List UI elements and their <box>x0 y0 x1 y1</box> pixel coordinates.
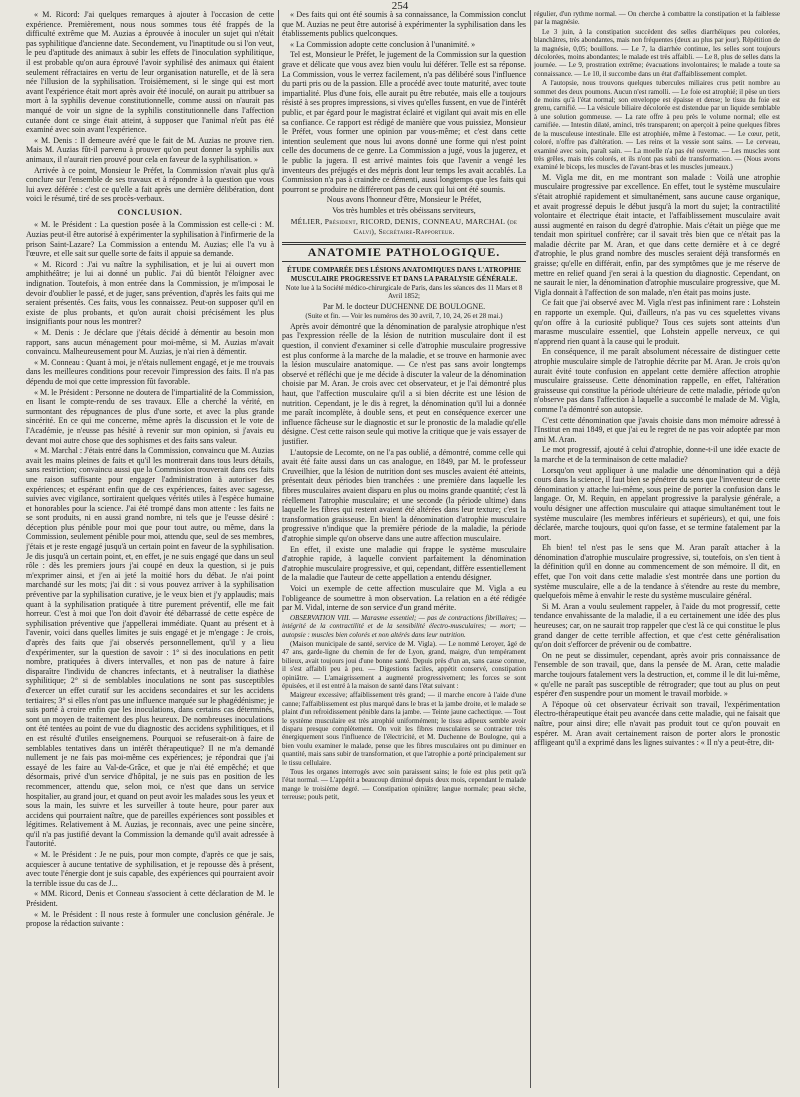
paragraph: « M. Conneau : Quant à moi, je n'étais nullement engagé, et je me trouvais dans les meilleures conditions pour recevoir l'impression des faits. Il n'a pas dépendu de moi que cette impression fût favorable. <box>26 357 274 386</box>
paragraph: régulier, d'un rythme normal. — On cherche à combattre la constipation et la faiblesse par la magnésie. <box>534 10 780 27</box>
paragraph: Tous les organes interrogés avec soin paraissent sains; le foie est plus petit qu'à l'état normal. — L'appétit a beaucoup diminué depuis deux mois, cependant le malade mange le troisième degré. — Constipation opiniâtre; langue normale; peau sèche, terreuse; pouls petit, <box>282 768 526 802</box>
paragraph: M. Vigla me dit, en me montrant son malade : Voilà une atrophie musculaire progressive par excellence. En effet, tout le système musculaire s'était atrophié rapidement et simultanément, sans aucune cause organique, et avait progressé depuis le début jusqu'à la mort du sujet; la contractilité volontaire et électrique était intacte, et l'affaiblissement musculaire avait aussi augmenté en raison du degré d'atrophie. Mais c'était un piège que me tendait mon spirituel confrère; car il savait très bien que ce n'était pas la maladie décrite par M. Aran, et que dans cette dernière et à ce degré d'atrophie, le plus grand nombre des muscles seraient déjà transformés en graisse; qu'elle en différait, enfin, par des symptômes que je me réserve de mettre en relief quand j'en serai à la question du diagnostic. Cependant, on ne saurait le nier, la dénomination d'atrophie musculaire progressive, que M. Vigla donnait à l'affection de son malade, n'en était pas moins juste. <box>534 172 780 297</box>
paragraph: C'est cette dénomination que j'avais choisie dans mon mémoire adressé à l'Institut en mai 1849, et que j'ai eu le regret de ne pas voir adoptée par mon ami M. Aran. <box>534 415 780 444</box>
paragraph: Lorsqu'on veut appliquer à une maladie une dénomination qui a déjà cours dans la science, il faut bien se pénétrer du sens que l'inventeur de cette dénomination y attache lui-même, sous peine de porter la confusion dans le langage. Or, M. Requin, en appelant progressive la paralysie générale, a voulu désigner une affection musculaire qui attaque simultanément tout le système musculaire (les membres inférieurs et supérieurs), et qui, une fois déclarée, marche toujours, quoi qu'on fasse, et se termine fatalement par la mort. <box>534 465 780 542</box>
paragraph: A l'époque où cet observateur écrivait son travail, l'expérimentation électro-thérapeutique était peu avancée dans cette maladie, qui ne faisait que naître, pour ainsi dire; elle n'avait pas produit tout ce qu'on pouvait en espérer. M. Aran avait certainement raison de porter alors le pronostic affligeant qu'il a exprimé dans les lignes suivantes : « Il n'y a peut-être, dit- <box>534 699 780 748</box>
article-title: ÉTUDE COMPARÉE DES LÉSIONS ANATOMIQUES DANS L'ATROPHIE MUSCULAIRE PROGRESSIVE ET DANS LA PARALYSIE GÉNÉRALE. <box>286 266 522 283</box>
column-rule <box>278 10 279 1088</box>
paragraph: « Des faits qui ont été soumis à sa connaissance, la Commission conclut que M. Auzias ne peut être autorisé à expérimenter la syphilisation dans les établissements publics quelconques. <box>282 10 526 39</box>
paragraph: Après avoir démontré que la dénomination de paralysie atrophique n'est pas l'expression réelle de la lésion de nutrition musculaire dont il est question, il convient d'examiner si celle d'atrophie musculaire progressive est plus conforme à la marche de la maladie, et se trouve en harmonie avec la lésion musculaire anatomique. — Ce n'est pas sans avoir longtemps observé et réfléchi que je me décide à discuter la valeur de la dénomination choisie par M. Aran. Je crois avec cet observateur, et je l'ai démontré plus haut, que l'affection musculaire qu'il a si bien décrite est une lésion de nutrition. Cependant, je le dis à regret, la dénomination qu'il lui a donnée me paraît incomplète, à double sens, et peut en conséquence exercer une influence fâcheuse sur le diagnostic et sur le pronostic de la maladie qu'elle désigne. C'est cette raison seule qui motive la critique que je vais essayer de justifier. <box>282 321 526 446</box>
column-middle <box>282 10 526 1090</box>
signatures: MÉLIER, Président, RICORD, DENIS, CONNEAU, MARCHAL (de Calvi), Secrétaire-Rapporteur. <box>290 217 518 237</box>
paragraph: En conséquence, il me paraît absolument nécessaire de distinguer cette atrophie musculaire simple de l'atrophie décrite par M. Aran. Je crois qu'on aurait évité toute confusion en appelant cette dernière affection atrophie musculaire graisseuse. Cette dénomination rappelle, en effet, l'altération graisseuse qui constitue la période ultérieure de cette maladie, période qu'on n'observe pas dans l'affection à laquelle a succombé le malade de M. Vigla, comme l'a démontré son autopsie. <box>534 347 780 414</box>
paragraph: « M. le Président : Il nous reste à formuler une conclusion générale. Je propose la rédaction suivante : <box>26 909 274 929</box>
paragraph: « M. le Président : Je ne puis, pour mon compte, d'après ce que je sais, acquiescer à aucune tentative de syphilisation, et je repousse dès à présent, avec toute l'énergie dont je suis capable, des expériences qui pourraient avoir la terrible issue du cas de J... <box>26 850 274 888</box>
column-right <box>534 10 780 1090</box>
article-note: Note lue à la Société médico-chirurgicale de Paris, dans les séances des 11 Mars et 8 Avril 1852; <box>285 284 523 301</box>
observation-heading: OBSERVATION VIII. — Marasme essentiel; — pas de contractions fibrillaires; — intégrité de la contractilité et de la sensibilité électro-musculaires; — mort; — autopsie : muscles bien colorés et non altérés dans leur nutrition. <box>282 613 526 639</box>
paragraph: On ne peut se dissimuler, cependant, après avoir pris connaissance de l'ensemble de son travail, que, dans la pensée de M. Aran, cette maladie marche toujours fatalement vers la destruction, et, comme il le dit lui-même, « qu'elle ne paraît pas susceptible de rétrograder; que tout au plus on peut espérer d'en suspendre pour un moment le travail morbide. » <box>534 650 780 699</box>
paragraph: Maigreur excessive; affaiblissement très grand; — il marche encore à l'aide d'une canne; l'affaiblissement est plus marqué dans le bras et la jambe droite, et le malade se plaint d'un refroidissement pénible dans la jambe. — Teinte jaune cachectique. — Tout le système musculaire est très atrophié uniformément; le tissu adipeux semble avoir disparu presque complètement. On voit les fibres musculaires se contracter très énergiquement sous l'influence de l'électricité, et M. Duchenne de Boulogne, qui a bien voulu examiner le malade, pense que les fibres musculaires ont pu diminuer en quantité, mais sans subir de transformation, et que l'atrophie a porté principalement sur le tissu cellulaire. <box>282 691 526 767</box>
paragraph: Eh bien! tel n'est pas le sens que M. Aran paraît attacher à la dénomination d'atrophie musculaire progressive, si, toutefois, on s'en tient à la définition qu'il en donne au commencement de son mémoire. Il dit, en effet, que l'on voit dans cette maladie s'est montrée dans une portion du système musculaire, elle a de la tendance à s'étendre au reste du membre, quelquefois même à envahir le reste du système musculaire général. <box>534 543 780 601</box>
paragraph: « M. Marchal : J'étais entré dans la Commission, convaincu que M. Auzias avait les mains pleines de faits et qu'il les montrerait dans tous leurs détails, sans restriction; convaincu aussi que la Commission trouverait dans ces faits une raison suffisante pour engager l'administration à autoriser des expériences; et espérant enfin que de ces expériences, faites avec sagesse, suivies avec vigilance, sortiraient quelques vérités utiles à l'espèce humaine et honorables pour la science. J'ai été trompé dans mon attente : les faits ne se sont produits, ni en aussi grand nombre, ni tels que je l'eusse désiré : déception plus pénible pour moi que pour tout autre, ou même, dans la Commission, seulement pénible pour moi, attendu que, seul de ses membres, j'étais et je reste engagé jusqu'à un certain point en faveur de la syphilisation. Je dis jusqu'à un certain point, et, en effet, je ne suis engagé que dans un seul rôle : dès les premiers jours j'ai coupé en deux la question, si je puis m'exprimer ainsi, et j'en ai jeté la moitié hors du débat. Je n'ai point marchandé sur les mots; j'ai dit : si vous pouvez arriver à la syphilisation préventive par la syphilisation curative, je le veux bien et j'y applaudis; mais quant à la syphilisation pratiquée à titre purement préventif, elle me fait horreur. C'est à moi que l'on doit d'avoir été débarrassé de cette espèce de syphilisation préventive que j'appellerai immédiate. Quant au présent et à l'avenir, voici dans quelles limites je suis engagé et je m'engage : Je crois, d'après des faits que j'ai observés personnellement, qu'il y a lieu d'expérimenter, sur la question de savoir : 1° si des inoculations en petit nombre, pratiquées à divers intervalles, et non pas de nature à faire disparaître l'individu de chancres infectants, et à neutraliser la diathèse syphilitique; 2° si de semblables inoculations ne sont pas susceptibles d'exercer un effet curatif sur les accidens secondaires et sur les accidens tertiaires; 3° si elles n'ont pas une influence marquée sur le phagédénisme; je suis porté à croire enfin que les inoculations, dans certains cas déterminés, sont un moyen de traitement des plus heureux. De nombreuses inoculations ont été tentées au point de vue du diagnostic des accidens syphilitiques, et il en est résulté d'utiles enseignemens. Pourquoi se refuserait-on à faire de semblables tentatives dans un intérêt thérapeutique? Il ne m'a demandé nullement je ne fais pas moi-même ces expériences; je répondrai que j'ai essayé de les faire au Val-de-Grâce, et que je n'ai été empêché; et que désormais, privé d'un service d'hôpital, je ne suis pas en position de les recommencer, attendu que, selon moi, ce n'est que dans un service hospitalier, au grand jour, et quand on peut avoir les malades sous les yeux et sous la main, les suivre et les surveiller à toute heure, pour parer aux accidens qui pourraient naître, que de pareilles expériences sont possibles et légitimes. Relativement à M. Auzias, je reconnais, avec une peine sincère, qu'il n'a pas justifié devant la Commission la demande qu'il avait adressée à l'autorité. <box>26 446 274 849</box>
column-rule <box>530 10 531 1088</box>
paragraph: Le 3 juin, à la constipation succèdent des selles diarrhéiques peu colorées, blanchâtres, très abondantes, mais non fréquentes (deux au plus par jour). Répétition de la magnésie, 0,05; bouillons. — Le 7, la diarrhée continue, les selles sont toujours décolorées, moins abondantes; le malade est très affaibli. — Le 8, plus de selles dans la journée. — Le 9, prostration extrême; évacuations involontaires; le malade a toute sa connaissance. — Le 10, il succombe dans un état d'affaiblissement complet. <box>534 27 780 78</box>
paragraph: « M. Denis : Il demeure avéré que le fait de M. Auzias ne prouve rien. Mais M. Auzias fût-il parvenu à prouver qu'on peut donner la syphilis aux animaux, il n'aurait rien prouvé pour cela en faveur de la syphilisation. » <box>26 135 274 164</box>
closing-line: Nous avons l'honneur d'être, Monsieur le Préfet, <box>326 195 482 205</box>
paragraph: « M. Ricord: J'ai quelques remarques à ajouter à l'occasion de cette expérience. Premièrement, nous nous sommes tous été frappés de la difficulté extrême que M. Auzias a éprouvée à inoculer un sujet qui n'était pas syphilitique d'ancienne date. Secondement, vu l'inaptitude ou si l'on veut, le peu d'aptitude des animaux à subir les effets de l'inoculation syphilitique, il est probable qu'on aura éprouvé l'avoir syphilisé des animaux qui étaient seulement réfractaires en vertu de leur organisation naturelle, et de là sera née l'illusion de la syphilisation. Troisièmement, si le singe qui est mort avant l'expérience était mort après avoir été inoculé, on aurait pu attribuer sa mort à la syphilis devenue constitutionnelle, comme aussi on n'aurait pas manqué de voir un signe de la syphilis constitutionnelle dans l'affection cutanée dont ce singe était atteint, à supposer que l'animal n'eût pas été examiné avec soin avant l'expérience. <box>26 10 274 135</box>
paragraph: « M. le Président : La question posée à la Commission est celle-ci : M. Auzias peut-il être autorisé à expérimenter la syphilisation à l'infirmerie de la prison Saint-Lazare? La Commission a entendu M. Auzias; elle l'a vu à l'œuvre, et elle sait sur quelle sorte de faits il appuie sa demande. <box>26 220 274 259</box>
paragraph: (Maison municipale de santé, service de M. Vigla). — Le nommé Leroyer, âgé de 47 ans, garde-ligne du chemin de fer de Lyon, grand, maigre, d'un tempérament bilieux, avait toujours joui d'une bonne santé. Depuis près d'un an, sans cause connue, il s'est affaibli peu à peu. — Digestions faciles, appétit conservé, constipation opiniâtre. — L'amaigrissement a augmenté progressivement; les forces se sont épuisées, et il est entré à la maison de santé dans l'état suivant : <box>282 639 526 690</box>
column-left <box>26 10 274 1090</box>
paragraph: En effet, il existe une maladie qui frappe le système musculaire d'atrophie rapide, à laquelle convient parfaitement la dénomination d'atrophie musculaire progressive, et qui, cependant, diffère essentiellement de la maladie que l'auteur de cette appellation a entendu désigner. <box>282 544 526 583</box>
paragraph: Voici un exemple de cette affection musculaire que M. Vigla a eu l'obligeance de soumettre à mon observation. La relation en a été rédigée par M. Vidal, interne de son service d'un grand mérite. <box>282 583 526 613</box>
paragraph: Le mot progressif, ajouté à celui d'atrophie, donne-t-il une idée exacte de la marche et de la terminaison de cette maladie? <box>534 445 780 464</box>
paragraph: Si M. Aran a voulu seulement rappeler, à l'aide du mot progressif, cette tendance envahissante de la maladie, il a eu certainement une idée des plus heureuses; car, on ne saurait trop rappeler que c'est là ce qui constitue le plus grand danger de cette terrible affection, et que c'est cette généralisation qu'on doit s'efforcer de prévenir ou de combattre. <box>534 601 780 650</box>
author: Par M. le docteur DUCHENNE DE BOULOGNE. <box>322 301 486 311</box>
closing-line: Vos très humbles et très obéissans serviteurs, <box>332 205 476 215</box>
divider <box>282 261 526 262</box>
section-title: ANATOMIE PATHOLOGIQUE. <box>307 244 501 259</box>
paragraph: « M. Denis : Je déclare que j'étais décidé à démentir au besoin mon rapport, sans aucun ménagement pour moi-même, si M. Auzias m'avait convaincu. Malheureusement pour M. Auzias, je n'ai rien à démentir. <box>26 328 274 357</box>
paragraph: A l'autopsie, nous trouvons quelques tubercules miliaires crus petit nombre au sommet des deux poumons. Aucun n'est ramolli. — Le foie est atrophié; il pèse un tiers de moins qu'à l'état normal; son enveloppe est épaisse et dense; le tissu du foie est grenu, carnifié. — La vésicule biliaire décolorée est distendue par un liquide semblable à une solution gommeuse. — La rate offre à peu près le volume normal; elle est carnifiée. — Intestin dilaté, aminci, très transparent; on aperçoit à peine quelques fibres de la musculeuse intestinale. Elle est atrophiée, même à l'estomac. — Le cœur, petit, coloré, n'offre pas d'altération. — Les reins et la vessie sont sains. — Le cerveau, examiné avec soin, paraît sain. — La moelle n'a pas été ouverte. — Les muscles sont très grêles, mais très colorés, et ils n'ont pas subi de transformation. — (Nous avons examiné le biceps, les muscles de l'avant-bras et les muscles jumeaux.) <box>534 79 780 172</box>
page-number: 254 <box>391 0 409 12</box>
paragraph: « MM. Ricord, Denis et Conneau s'associent à cette déclaration de M. le Président. <box>26 889 274 909</box>
section-heading: CONCLUSION. <box>117 207 183 217</box>
paragraph: Arrivée à ce point, Monsieur le Préfet, la Commission n'avait plus qu'à conclure sur l'ensemble de ses travaux et à répondre à la question que vous lui avez déférée : c'est ce qu'elle a fait après une dernière délibération, dont voici le résumé, tiré de ses procès-verbaux. <box>26 165 274 204</box>
paragraph: « La Commission adopte cette conclusion à l'unanimité. » <box>290 39 476 49</box>
paragraph: L'autopsie de Lecomte, on ne l'a pas oublié, a démontré, comme celle qui avait été faite aussi dans un cas analogue, en 1849, par M. le professeur Cruveilhier, que la lésion de nutrition dont ses muscles avaient été atteints, présentait deux périodes bien tranchées : une première dans laquelle les fibres musculaires avaient disparu en plus ou moins grande quantité; c'est là réellement l'atrophie musculaire; et une seconde (la période ultime) dans laquelle les fibres qui restent avaient été altérées dans leur texture; c'est la transformation graisseuse. En bien! la dénomination d'atrophie musculaire progressive n'indique que la première période de la maladie, la période d'atrophie simple qu'on observe dans une autre affection musculaire. <box>282 447 526 543</box>
paragraph: Ce fait que j'ai observé avec M. Vigla n'est pas infiniment rare : Lohstein en rapporte un exemple. Qui, d'ailleurs, n'a pas vu ces squelettes vivans qu'on offre à la curiosité publique? Tous ces sujets sont atteints d'un marasme musculaire essentiel, que Lohstein appelle nerveux, ce qui n'apprend rien quant à la cause qui le produit. <box>534 298 780 346</box>
paragraph: « M. le Président : Personne ne doutera de l'impartialité de la Commission, en lisant le compte-rendu de ses travaux. Elle a cherché la vérité, en surmontant des répugnances de plus d'une sorte, et avec la plus grande sincérité. En ce qui me concerne, même après la discussion et le vote de l'Académie, je n'eusse pas hésité à revenir sur mon opinion, si j'avais eu devant moi autre chose que des sophismes et des faits sans valeur. <box>26 387 274 445</box>
paragraph: « M. Ricord : J'ai vu naître la syphilisation, et je lui ai ouvert mon amphithéâtre; je lui ai donné un public. J'ai dû bientôt l'éloigner avec indignation. Toutefois, à mon entrée dans la Commission, je m'imposai le devoir d'oublier le passé, et de juger, sans prévention, d'après les faits qui me seraient présentés. Ces faits, vous les connaissez. Peut-on supposer qu'il en existe de plus probants, et qu'on aurait choisi précisément les plus insignifiants pour nous les montrer? <box>26 259 274 327</box>
paragraph: Tel est, Monsieur le Préfet, le jugement de la Commission sur la question grave et délicate que vous avez bien voulu lui déférer. Telle est sa réponse. La Commission, vous le verrez facilement, n'a pas délibéré sous l'influence du parti pris ou de la passion. Elle a procédé avec toute maturité, avec toute impartialité. Plus d'une fois, elle aurait pu être rebutée, mais elle a toujours résisté à ses propres impressions, si vives qu'elles fussent, en vue de l'intérêt public, et par égard pour le magistrat éclairé et vigilant qui avait mis en elle sa confiance. Ce rapport est rédigé de manière que vous puissiez, Monsieur le Préfet, vous former une opinion par vous-même; et c'est dans cette intention seulement que nous lui avons donné une forme qui n'est point celle des documens de ce genre. La Commission a jugé, vous la jugerez, et le public la jugera. Il est arrivé maintes fois que l'avenir a vengé les inventeurs des préjugés et des mépris dont leur temps les avait accablés. La Commission n'a pas à craindre ce démenti, aussi longtemps que les faits qui pourront se produire ne différeront pas de ceux qui lui ont été soumis. <box>282 50 526 194</box>
continuation-note: (Suite et fin. — Voir les numéros des 30 avril, 7, 10, 24, 26 et 28 mai.) <box>305 312 503 321</box>
